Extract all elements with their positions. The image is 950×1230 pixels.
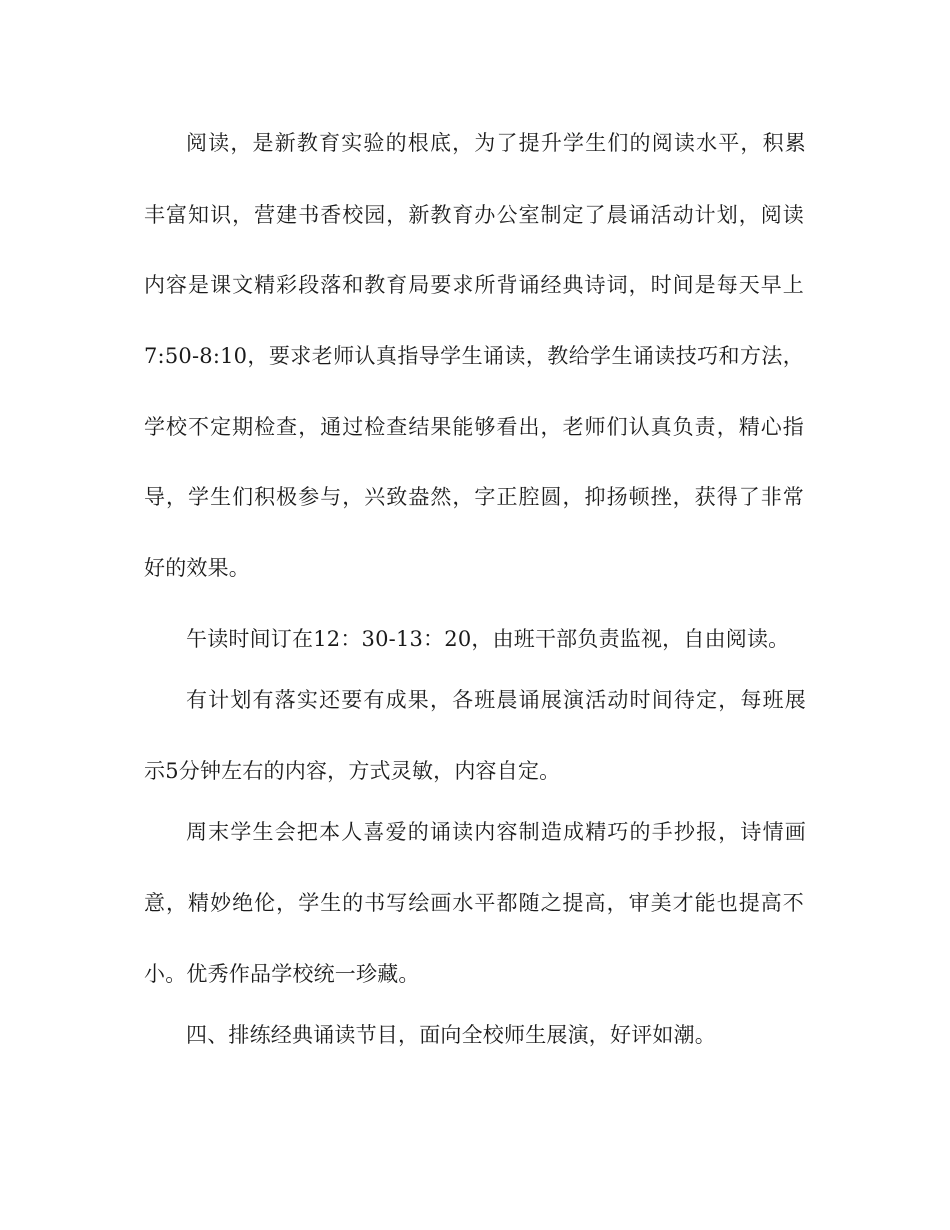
paragraph-1-line-1: 阅读，是新教育实验的根底，为了提升学生们的阅读水平，积累 (186, 131, 806, 155)
paragraph-4-line-2: 意，精妙绝伦，学生的书写绘画水平都随之提高，审美才能也提高不 (144, 891, 804, 915)
paragraph-1-line-2: 丰富知识，营建书香校园，新教育办公室制定了晨诵活动计划，阅读 (144, 203, 804, 227)
paragraph-4-line-1: 周末学生会把本人喜爱的诵读内容制造成精巧的手抄报，诗情画 (186, 820, 806, 844)
paragraph-4-line-3: 小。优秀作品学校统一珍藏。 (144, 962, 420, 986)
paragraph-5-line-1: 四、排练经典诵读节目，面向全校师生展演，好评如潮。 (186, 1023, 716, 1047)
paragraph-1-line-3: 内容是课文精彩段落和教育局要求所背诵经典诗词，时间是每天早上 (144, 273, 804, 297)
paragraph-1-line-4: 7:50-8:10，要求老师认真指导学生诵读，教给学生诵读技巧和方法， (144, 344, 804, 368)
paragraph-2-line-1: 午读时间订在12：30-13：20，由班干部负责监视，自由阅读。 (186, 627, 790, 651)
paragraph-1-line-5: 学校不定期检查，通过检查结果能够看出，老师们认真负责，精心指 (144, 415, 804, 439)
paragraph-1-line-7: 好的效果。 (144, 556, 250, 580)
paragraph-3-line-2: 示5分钟左右的内容，方式灵敏，内容自定。 (144, 759, 561, 783)
paragraph-1-line-6: 导，学生们积极参与，兴致盎然，字正腔圆，抑扬顿挫，获得了非常 (144, 485, 804, 509)
paragraph-3-line-1: 有计划有落实还要有成果，各班晨诵展演活动时间待定，每班展 (186, 688, 806, 712)
